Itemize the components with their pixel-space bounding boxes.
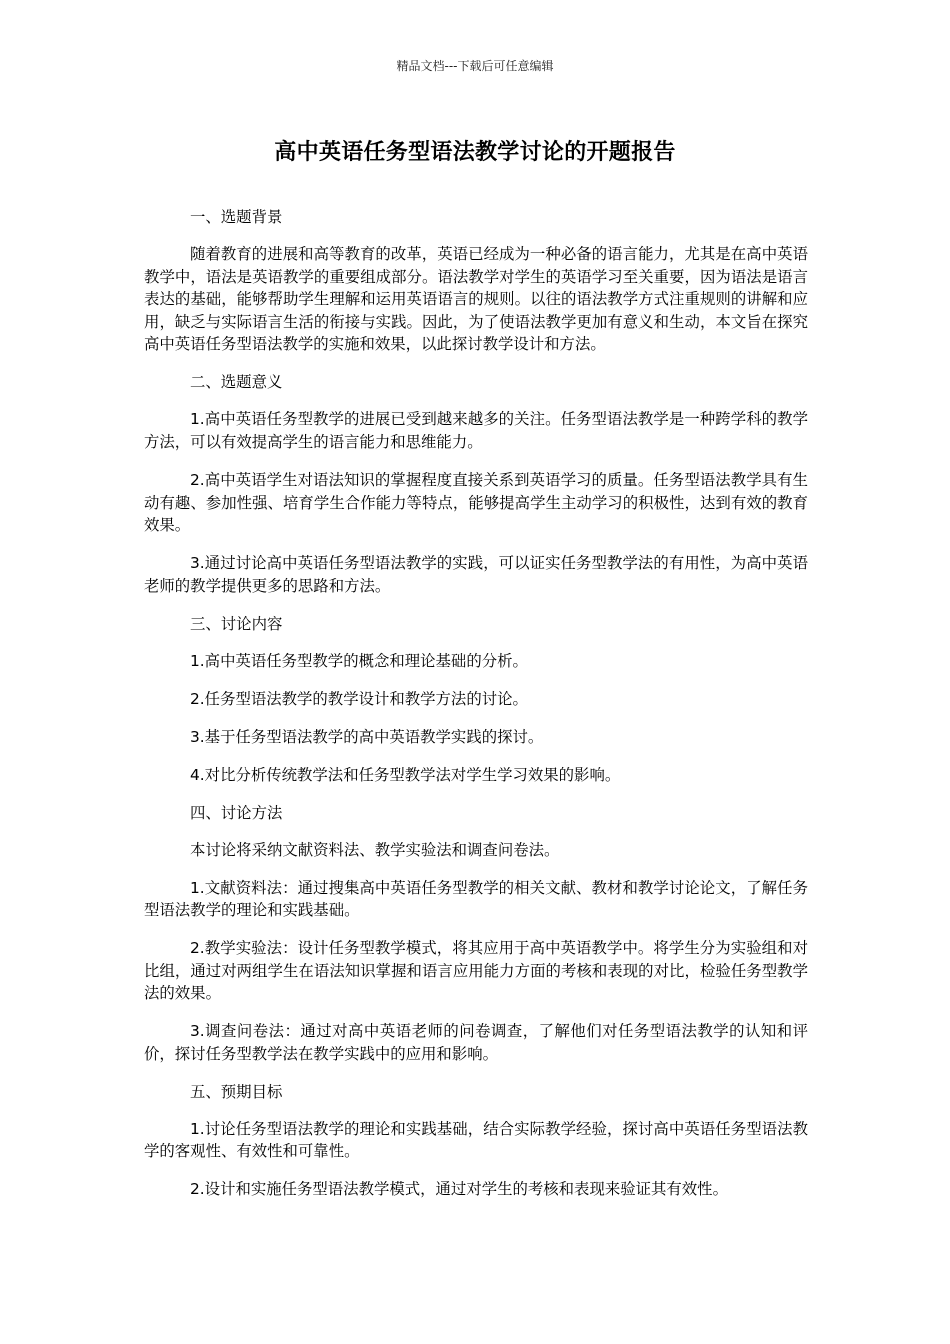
paragraph: 3.通过讨论高中英语任务型语法教学的实践，可以证实任务型教学法的有用性，为高中英语老师的教学提供更多的思路和方法。 [144, 554, 808, 595]
paragraph: 1.高中英语任务型教学的概念和理论基础的分析。 [190, 651, 528, 670]
paragraph: 3.基于任务型语法教学的高中英语教学实践的探讨。 [190, 727, 544, 746]
paragraph: 1.高中英语任务型教学的进展已受到越来越多的关注。任务型语法教学是一种跨学科的教学方法，可以有效提高学生的语言能力和思维能力。 [144, 410, 808, 451]
paragraph: 2.设计和实施任务型语法教学模式，通过对学生的考核和表现来验证其有效性。 [190, 1180, 728, 1199]
document-body [144, 206, 808, 1216]
paragraph: 1.文献资料法：通过搜集高中英语任务型教学的相关文献、教材和教学讨论论文，了解任务型语法教学的理论和实践基础。 [144, 878, 808, 920]
paragraph: 本讨论将采纳文献资料法、教学实验法和调查问卷法。 [190, 840, 560, 859]
page-header: 精品文档---下载后可任意编辑 [396, 59, 554, 73]
section-heading: 四、讨论方法 [190, 803, 283, 822]
paragraph: 随着教育的进展和高等教育的改革，英语已经成为一种必备的语言能力，尤其是在高中英语教学中，语法是英语教学的重要组成部分。语法教学对学生的英语学习至关重要，因为语法是语言表达的基础，能够帮助学生理解和运用英语语言的规则。以往的语法教学方式注重规则的讲解和应用，缺乏与实际语言生活的衔接与实践。因此，为了使语法教学更加有意义和生动，本文旨在探究高中英语任务型语法教学的实施和效果，以此探讨教学设计和方法。 [144, 244, 808, 354]
paragraph: 4.对比分析传统教学法和任务型教学法对学生学习效果的影响。 [190, 765, 621, 784]
document-title: 高中英语任务型语法教学讨论的开题报告 [274, 140, 676, 165]
paragraph: 3.调查问卷法：通过对高中英语老师的问卷调查，了解他们对任务型语法教学的认知和评价，探讨任务型教学法在教学实践中的应用和影响。 [144, 1022, 808, 1063]
section-heading: 二、选题意义 [190, 373, 283, 392]
section-heading: 五、预期目标 [190, 1082, 283, 1101]
paragraph: 2.教学实验法：设计任务型教学模式，将其应用于高中英语教学中。将学生分为实验组和对比组，通过对两组学生在语法知识掌握和语言应用能力方面的考核和表现的对比，检验任务型教学法的效果。 [144, 939, 808, 1003]
paragraph: 1.讨论任务型语法教学的理论和实践基础，结合实际教学经验，探讨高中英语任务型语法教学的客观性、有效性和可靠性。 [144, 1119, 808, 1161]
section-heading: 三、讨论内容 [190, 614, 283, 633]
section-heading: 一、选题背景 [190, 208, 283, 226]
paragraph: 2.高中英语学生对语法知识的掌握程度直接关系到英语学习的质量。任务型语法教学具有生动有趣、参加性强、培育学生合作能力等特点，能够提高学生主动学习的积极性，达到有效的教育效果。 [144, 470, 808, 535]
paragraph: 2.任务型语法教学的教学设计和教学方法的讨论。 [190, 689, 528, 708]
